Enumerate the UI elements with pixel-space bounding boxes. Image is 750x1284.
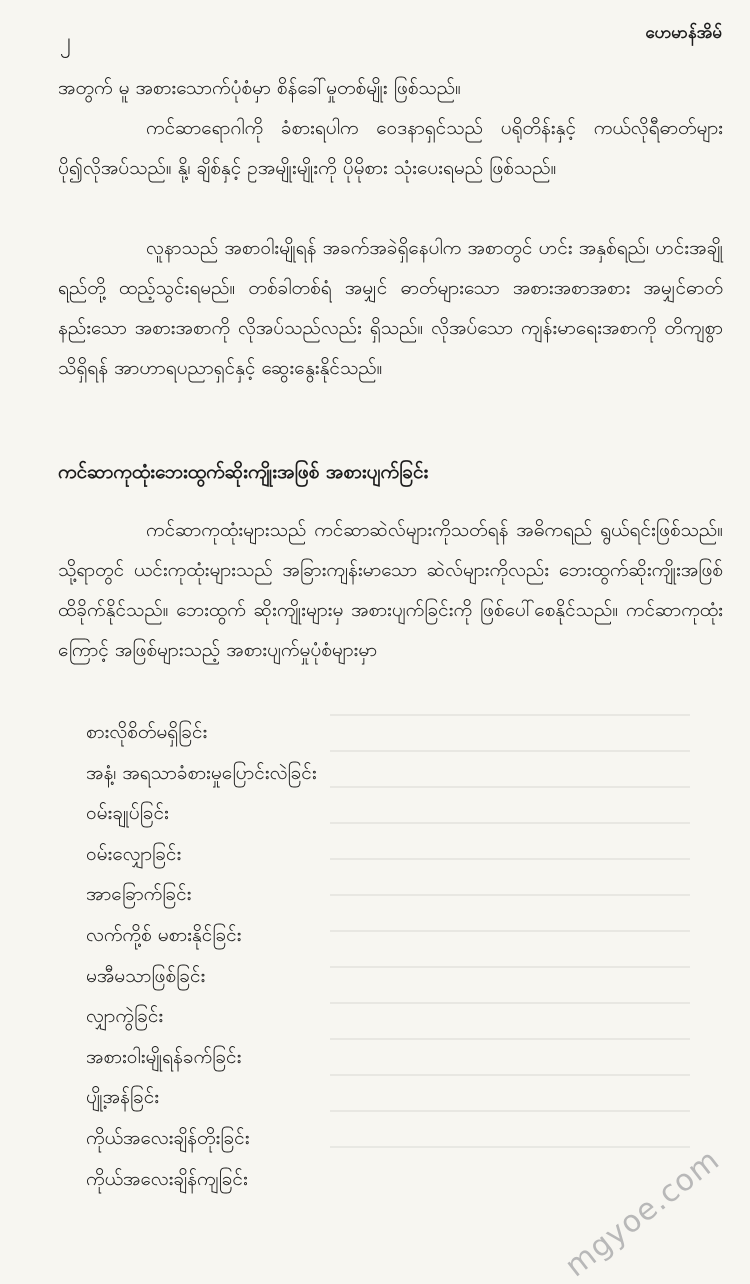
symptom-item: ဝမ်းလျှောခြင်း [86,842,182,865]
running-head: ဟေမာန်အိမ် [645,23,722,43]
watermark: mgyoe.com [558,1142,726,1284]
symptom-item: မအီမသာဖြစ်ခြင်း [86,964,206,987]
paragraph-swallowing: လူနာသည် အစာဝါးမျိုရန် အခက်အခဲရှိနေပါက အစာတွင် ဟင်း အနှစ်ရည်၊ ဟင်းအချိုရည်တို့ ထည့်သွင်းရမည်။ တစ်ခါတစ်ရံ အမျှင် ဓာတ်များသော အစားအစာအစား အမျှင်ဓာတ်နည်းသော အစားအစာကို လိုအပ်သည်လည်း ရှိသည်။ လိုအပ်သော ကျန်းမာရေးအစာကို တိကျစွာ သိရှိရန် အာဟာရပညာရှင်နှင့် ဆွေးနွေးနိုင်သည်။ [58,237,723,379]
show-through-artifact [300,680,720,1180]
symptom-item: ပျို့အန်ခြင်း [86,1086,160,1109]
symptom-item: လျှာကွဲခြင်း [86,1005,164,1028]
symptom-list [86,712,317,1199]
page-number: ၂ [60,29,71,54]
paragraph-continued: အတွက် မူ အစားသောက်ပုံစံမှာ စိန်ခေါ်မှုတစ်မျိုး ဖြစ်သည်။ [58,77,461,99]
symptom-item: ကိုယ်အလေးချိန်ကျခြင်း [86,1167,248,1190]
paragraph-side-effects: ကင်ဆာကုထုံးများသည် ကင်ဆာဆဲလ်များကိုသတ်ရန် အဓိကရည် ရွယ်ရင်းဖြစ်သည်။ သို့ရာတွင် ယင်းကုထုံးများသည် အခြားကျန်းမာသော ဆဲလ်များကိုလည်း ဘေးထွက်ဆိုးကျိုးအဖြစ် ထိခိုက်နိုင်သည်။ ဘေးထွက် ဆိုးကျိုးများမှ အစားပျက်ခြင်းကို ဖြစ်ပေါ်စေနိုင်သည်။ ကင်ဆာကုထုံး ကြောင့် အဖြစ်များသည့် အစားပျက်မှုပုံစံများမှာ [58,519,723,661]
symptom-item: အနံ့၊ အရသာခံစားမှုပြောင်းလဲခြင်း [86,761,317,784]
symptom-item: လက်ကို့စ် မစားနိုင်ခြင်း [86,923,242,946]
paragraph-protein: ကင်ဆာရောဂါကို ခံစားရပါက ဝေဒနာရှင်သည် ပရိုတိန်းနှင့် ကယ်လိုရီဓာတ်များ ပို၍လိုအပ်သည်။ နို့၊ ချိစ်နှင့် ဥအမျိုးမျိုးကို ပိုမိုစား သုံးပေးရမည် ဖြစ်သည်။ [58,117,723,179]
symptom-item: စားလိုစိတ်မရှိခြင်း [86,721,208,743]
symptom-item: ဝမ်းချုပ်ခြင်း [86,802,169,825]
symptom-item: အာခြောက်ခြင်း [86,883,192,906]
section-heading: ကင်ဆာကုထုံးဘေးထွက်ဆိုးကျိုးအဖြစ် အစားပျက်ခြင်း [58,461,429,483]
symptom-item: အစားဝါးမျိုရန်ခက်ခြင်း [86,1045,242,1068]
symptom-item: ကိုယ်အလေးချိန်တိုးခြင်း [86,1126,250,1149]
